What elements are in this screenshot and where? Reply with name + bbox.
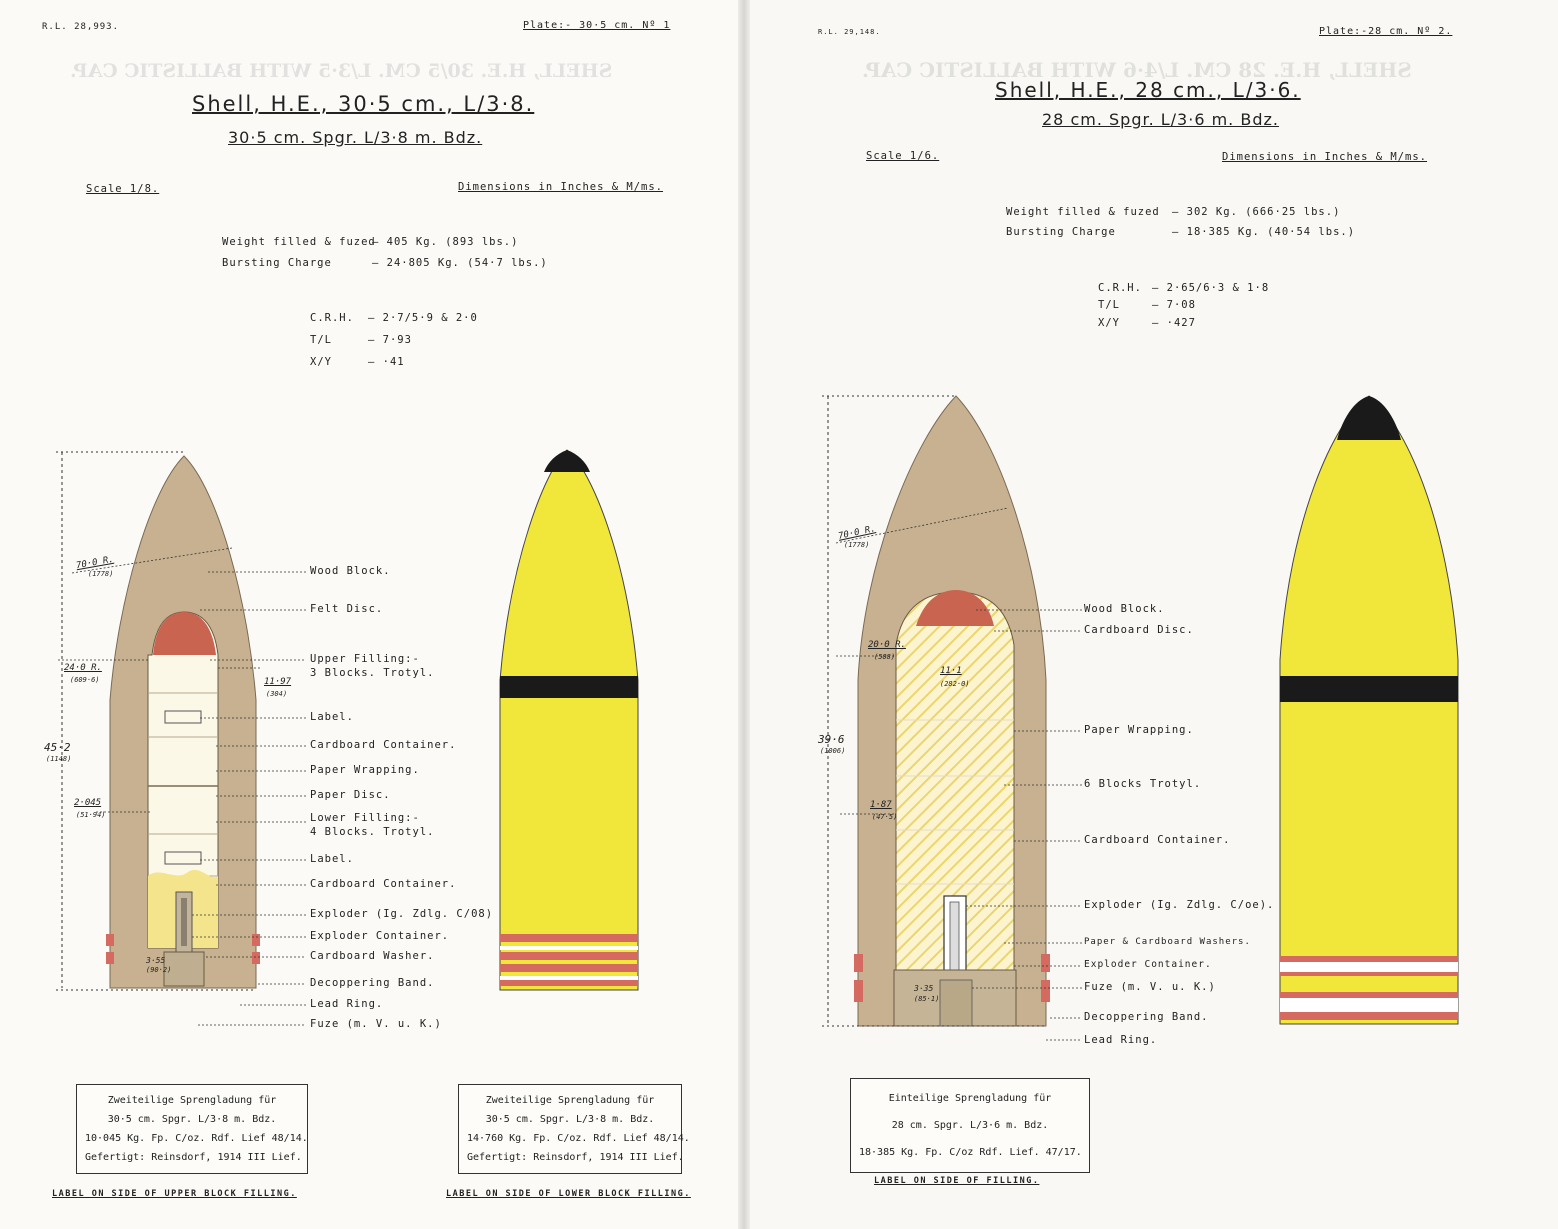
filling-label-upper: [76, 1084, 308, 1174]
callout-decoppering-band: Decoppering Band.: [310, 977, 435, 989]
ratio-tl-value: — 7·93: [368, 334, 412, 346]
callout-cardboard-container-upper: Cardboard Container.: [310, 739, 457, 751]
dimensions-note: Dimensions in Inches & M/ms.: [1222, 151, 1428, 163]
filling-label-lower: [458, 1084, 690, 1174]
dim-radius-20: 20·0 R.: [868, 640, 906, 650]
callout-wood-block: Wood Block.: [1084, 603, 1165, 615]
label-line: Gefertigt: Reinsdorf, 1914 III Lief.: [85, 1152, 302, 1163]
scale-note: Scale 1/8.: [86, 183, 160, 195]
ratio-crh-label: C.R.H.: [310, 312, 354, 324]
dim-radius-70-mm: (1778): [844, 541, 870, 549]
callout-cardboard-container-lower: Cardboard Container.: [310, 878, 457, 890]
dim-base: 3·55: [146, 956, 166, 965]
ratio-xy-label: X/Y: [310, 356, 332, 368]
dim-overall-length-mm: (1148): [46, 755, 72, 763]
callout-label-lower: Label.: [310, 853, 354, 865]
page-subtitle: 28 cm. Spgr. L/3·6 m. Bdz.: [1042, 110, 1279, 129]
label-line: Zweiteilige Sprengladung für: [485, 1095, 655, 1106]
dim-base-mm: (85·1): [914, 995, 940, 1003]
callout-washers: Paper & Cardboard Washers.: [1084, 937, 1251, 947]
callout-exploder: Exploder (Ig. Zdlg. C/oe).: [1084, 899, 1275, 911]
black-identification-band: [1280, 676, 1458, 702]
dim-radius-70-mm: (1778): [88, 570, 114, 578]
spec-weight-value: — 302 Kg. (666·25 lbs.): [1172, 206, 1341, 218]
right-page: [744, 0, 1558, 1229]
ratio-tl-value: — 7·08: [1152, 299, 1196, 311]
dim-overall-length: 45·2: [44, 741, 71, 754]
dim-overall-length-mm: (1006): [820, 747, 846, 755]
ratio-crh-value: — 2·65/6·3 & 1·8: [1152, 282, 1270, 294]
label-line: 30·5 cm. Spgr. L/3·8 m. Bdz.: [485, 1114, 655, 1125]
dim-overall-length: 39·6: [818, 733, 845, 746]
callout-paper-wrapping: Paper Wrapping.: [310, 764, 420, 776]
dim-base-mm: (90·2): [146, 966, 172, 974]
spec-bursting-value: — 24·805 Kg. (54·7 lbs.): [372, 257, 548, 269]
callout-wood-block: Wood Block.: [310, 565, 391, 577]
dim-wall: 1·87: [870, 800, 892, 810]
callout-felt-disc: Felt Disc.: [310, 603, 384, 615]
dim-wall-mm: (47·5): [872, 813, 898, 821]
ratio-xy-value: — ·427: [1152, 317, 1196, 329]
callout-upper-blocks: 3 Blocks. Trotyl.: [310, 667, 435, 679]
ratio-tl-label: T/L: [310, 334, 332, 346]
filling-label: [850, 1078, 1090, 1173]
callout-upper-filling: Upper Filling:-: [310, 653, 420, 665]
ratio-tl-label: T/L: [1098, 299, 1120, 311]
callout-paper-disc: Paper Disc.: [310, 789, 391, 801]
spec-bursting-value: — 18·385 Kg. (40·54 lbs.): [1172, 226, 1356, 238]
dim-radius-24-mm: (609·6): [70, 676, 100, 684]
callout-lead-ring: Lead Ring.: [310, 998, 384, 1010]
ratio-crh-value: — 2·7/5·9 & 2·0: [368, 312, 478, 324]
dim-radius-70: 70·0 R.: [75, 554, 115, 572]
callout-cardboard-washer: Cardboard Washer.: [310, 950, 435, 962]
label-line: Zweiteilige Sprengladung für: [107, 1095, 277, 1106]
callout-fuze: Fuze (m. V. u. K.): [1084, 981, 1216, 993]
plate-number: Plate:-28 cm. Nº 2.: [1319, 26, 1453, 37]
label-line: Einteilige Sprengladung für: [888, 1093, 1052, 1104]
callout-exploder-container: Exploder Container.: [1084, 959, 1212, 970]
dim-wall: 2·045: [74, 798, 102, 808]
callout-decoppering-band: Decoppering Band.: [1084, 1011, 1209, 1023]
nose-tip-black: [544, 450, 590, 472]
dim-cavity-length-mm: (304): [266, 690, 288, 698]
page-title: Shell, H.E., 28 cm., L/3·6.: [995, 78, 1301, 102]
spec-weight-value: — 405 Kg. (893 lbs.): [372, 236, 519, 248]
bleed-through-heading: SHELL, H.E. 28 CM. L/4·6 WITH BALLISTIC CAP.: [862, 58, 1412, 82]
callout-lower-filling: Lower Filling:-: [310, 812, 420, 824]
callout-fuze: Fuze (m. V. u. K.): [310, 1018, 442, 1030]
spec-bursting-label: Bursting Charge: [1006, 226, 1116, 238]
callout-paper-wrapping: Paper Wrapping.: [1084, 724, 1194, 736]
dim-radius-24: 24·0 R.: [64, 663, 102, 673]
left-page: [0, 0, 744, 1229]
nose-tip-black: [1337, 396, 1401, 440]
label-line: 30·5 cm. Spgr. L/3·8 m. Bdz.: [107, 1114, 277, 1125]
dim-cavity-length: 11·1: [940, 666, 962, 676]
dim-wall-mm: (51·94): [76, 811, 106, 819]
spec-weight-label: Weight filled & fuzed: [222, 236, 376, 248]
ratio-xy-label: X/Y: [1098, 317, 1120, 329]
page-title: Shell, H.E., 30·5 cm., L/3·8.: [192, 92, 535, 116]
spec-weight-label: Weight filled & fuzed: [1006, 206, 1160, 218]
painted-shell-exterior: [744, 0, 1558, 1229]
book-gutter: [738, 0, 750, 1229]
label-line: 18·385 Kg. Fp. C/oz Rdf. Lief. 47/17.: [859, 1147, 1082, 1158]
bleed-through-heading: SHELL, H.E. 30/5 CM. L/3·5 WITH BALLISTIC CAP.: [70, 60, 613, 82]
dimensions-note: Dimensions in Inches & M/ms.: [458, 181, 664, 193]
black-identification-band: [500, 676, 638, 698]
callout-lower-blocks: 4 Blocks. Trotyl.: [310, 826, 435, 838]
label-line: 10·045 Kg. Fp. C/oz. Rdf. Lief 48/14.: [85, 1133, 308, 1144]
plate-number: Plate:- 30·5 cm. Nº 1: [523, 20, 671, 31]
callout-cardboard-disc: Cardboard Disc.: [1084, 624, 1194, 636]
dim-radius-70: 70·0 R.: [837, 524, 877, 542]
ratio-xy-value: — ·41: [368, 356, 405, 368]
ratio-crh-label: C.R.H.: [1098, 282, 1142, 294]
callout-cardboard-container: Cardboard Container.: [1084, 834, 1231, 846]
callout-blocks-trotyl: 6 Blocks Trotyl.: [1084, 778, 1202, 790]
callout-lead-ring: Lead Ring.: [1084, 1034, 1158, 1046]
dim-radius-20-mm: (508): [874, 653, 896, 661]
label-line: 28 cm. Spgr. L/3·6 m. Bdz.: [891, 1120, 1049, 1131]
caption-lower-label: LABEL ON SIDE OF LOWER BLOCK FILLING.: [446, 1189, 691, 1199]
dim-cavity-length-mm: (282·0): [940, 680, 970, 688]
spec-bursting-label: Bursting Charge: [222, 257, 332, 269]
caption-label: LABEL ON SIDE OF FILLING.: [874, 1176, 1040, 1186]
dim-base: 3·35: [914, 984, 934, 993]
reference-number: R.L. 29,148.: [818, 28, 881, 36]
callout-label-upper: Label.: [310, 711, 354, 723]
callout-exploder: Exploder (Ig. Zdlg. C/08): [310, 908, 494, 920]
dim-cavity-length: 11·97: [264, 677, 292, 687]
callout-exploder-container: Exploder Container.: [310, 930, 450, 942]
painted-shell-exterior: [0, 0, 744, 1229]
label-line: Gefertigt: Reinsdorf, 1914 III Lief.: [467, 1152, 684, 1163]
caption-upper-label: LABEL ON SIDE OF UPPER BLOCK FILLING.: [52, 1189, 297, 1199]
page-subtitle: 30·5 cm. Spgr. L/3·8 m. Bdz.: [228, 128, 483, 147]
reference-number: R.L. 28,993.: [42, 22, 120, 32]
label-line: 14·760 Kg. Fp. C/oz. Rdf. Lief 48/14.: [467, 1133, 690, 1144]
scale-note: Scale 1/6.: [866, 150, 940, 162]
